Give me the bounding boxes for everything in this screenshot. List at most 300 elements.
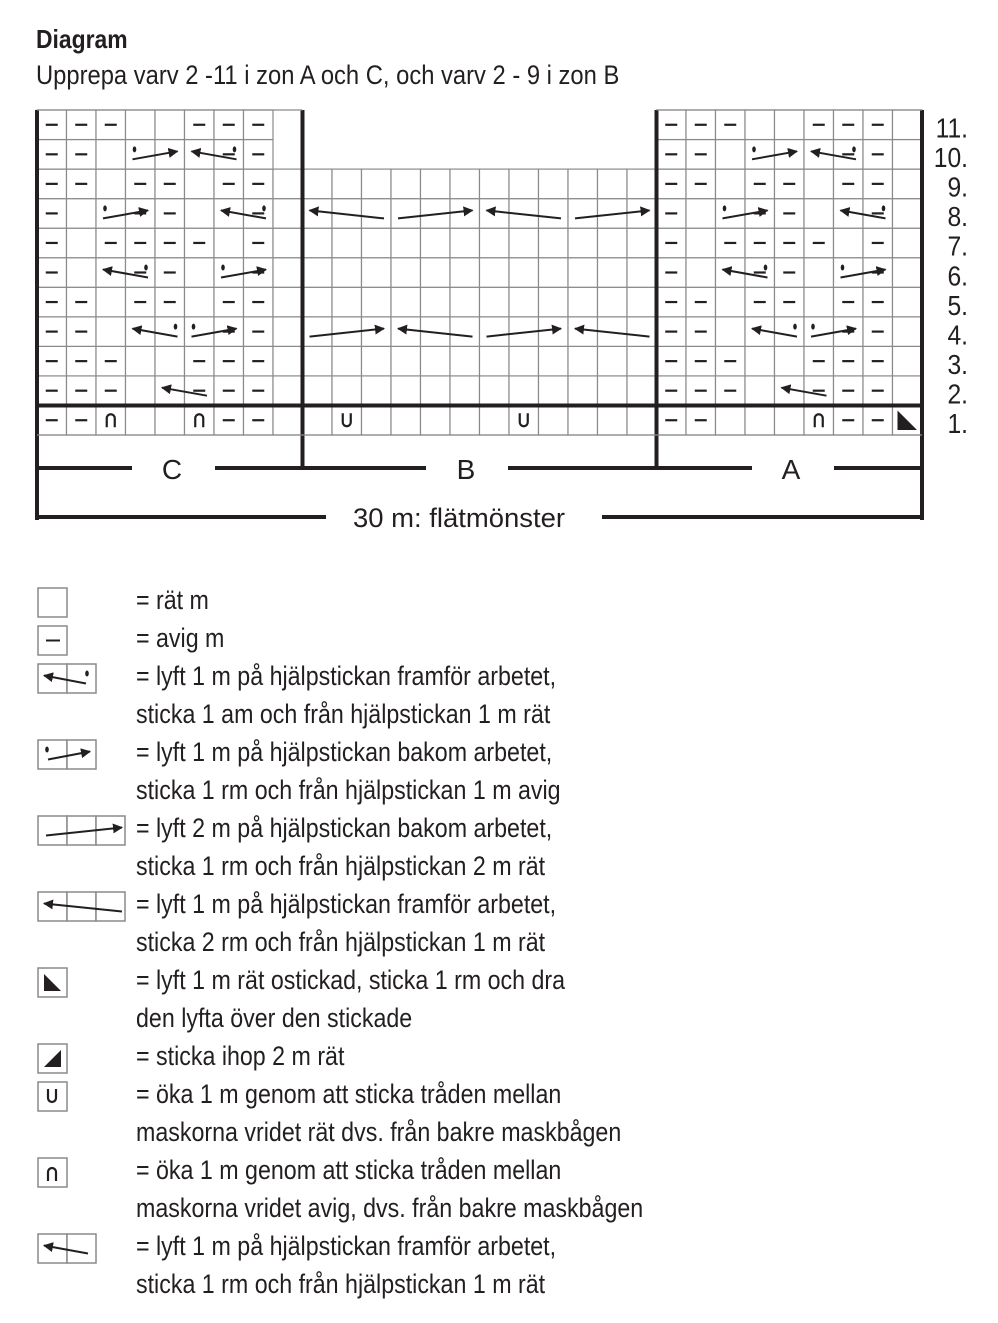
stitch-cell xyxy=(362,376,392,406)
stitch-cell xyxy=(391,228,421,258)
stitch-cell xyxy=(155,199,185,229)
stitch-cell xyxy=(863,228,893,258)
stitch-cell xyxy=(67,169,97,199)
stitch-cell xyxy=(273,287,303,317)
stitch-cell xyxy=(834,376,864,406)
cell-box xyxy=(155,110,185,140)
cell-box xyxy=(391,228,421,258)
cable-dot xyxy=(233,146,237,152)
cell-box xyxy=(421,258,451,288)
stitch-cell xyxy=(155,110,185,140)
cell-box xyxy=(804,405,834,435)
cell-box xyxy=(273,258,303,288)
stitch-cell xyxy=(37,110,67,140)
cell-box xyxy=(509,346,539,376)
cell-box xyxy=(273,317,303,347)
stitch-cell xyxy=(509,346,539,376)
stitch-cell xyxy=(421,287,451,317)
stitch-cell xyxy=(126,169,156,199)
stitch-cell xyxy=(480,317,510,347)
stitch-cell xyxy=(716,199,746,229)
cell-box xyxy=(273,376,303,406)
stitch-cell xyxy=(686,169,716,199)
cell-box xyxy=(96,287,126,317)
stitch-cell xyxy=(745,169,775,199)
cell-box xyxy=(155,317,185,347)
cell-box xyxy=(332,405,362,435)
stitch-cell xyxy=(509,228,539,258)
stitch-cell xyxy=(598,258,628,288)
stitch-cell xyxy=(568,346,598,376)
stitch-cell xyxy=(450,199,480,229)
cell-box xyxy=(539,258,569,288)
cell-box xyxy=(627,258,657,288)
cable-dot xyxy=(882,205,886,211)
stitch-cell xyxy=(509,258,539,288)
stitch-cell xyxy=(568,405,598,435)
cell-box xyxy=(67,228,97,258)
stitch-cell xyxy=(804,169,834,199)
cell-box xyxy=(834,228,864,258)
stitch-cell xyxy=(804,110,834,140)
cell-box xyxy=(421,228,451,258)
stitch-cell xyxy=(834,110,864,140)
stitch-cell xyxy=(67,405,97,435)
cable-dot xyxy=(133,146,137,152)
row-label: 11. xyxy=(935,112,968,144)
cell-box xyxy=(332,346,362,376)
legend-cell xyxy=(38,740,67,769)
cell-box xyxy=(568,258,598,288)
stitch-cell xyxy=(244,376,274,406)
cell-box xyxy=(627,287,657,317)
stitch-cell xyxy=(273,199,303,229)
legend-description xyxy=(136,1228,556,1303)
cell-box xyxy=(893,287,923,317)
cell-box xyxy=(273,199,303,229)
stitch-cell xyxy=(598,287,628,317)
cell-box xyxy=(716,405,746,435)
diagram-subtitle: Upprepa varv 2 -11 i zon A och C, och varv 2 - 9 i zon B xyxy=(36,60,620,90)
stitch-cell xyxy=(745,110,775,140)
stitch-cell xyxy=(539,376,569,406)
cell-box xyxy=(303,287,333,317)
cell-box xyxy=(126,110,156,140)
cell-box xyxy=(539,346,569,376)
cell-box xyxy=(185,258,215,288)
stitch-cell xyxy=(37,199,67,229)
row-label: 2. xyxy=(947,377,968,410)
legend-line: = öka 1 m genom att sticka tråden mellan xyxy=(136,1155,562,1185)
stitch-cell xyxy=(126,376,156,406)
cell-box xyxy=(67,258,97,288)
stitch-cell xyxy=(303,287,333,317)
zone-label: A xyxy=(781,454,801,485)
stitch-cell xyxy=(450,317,480,347)
stitch-cell xyxy=(214,110,244,140)
cell-box xyxy=(686,228,716,258)
stitch-cell xyxy=(745,228,775,258)
cell-box xyxy=(834,258,864,288)
cell-box xyxy=(775,346,805,376)
legend-description xyxy=(136,810,552,885)
cell-box xyxy=(509,405,539,435)
cell-box xyxy=(303,317,333,347)
cell-box xyxy=(421,169,451,199)
stitch-cell xyxy=(96,346,126,376)
cell-box xyxy=(214,228,244,258)
cell-box xyxy=(273,405,303,435)
stitch-cell xyxy=(126,287,156,317)
stitch-cell xyxy=(627,199,657,229)
stitch-cell xyxy=(657,287,687,317)
cell-box xyxy=(421,376,451,406)
cell-box xyxy=(539,287,569,317)
stitch-cell xyxy=(96,199,126,229)
stitch-cell xyxy=(509,376,539,406)
stitch-cell xyxy=(893,405,923,435)
stitch-cell xyxy=(657,169,687,199)
cell-box xyxy=(509,376,539,406)
stitch-cell xyxy=(67,376,97,406)
legend-cell xyxy=(38,588,67,617)
cell-box xyxy=(598,228,628,258)
stitch-cell xyxy=(627,169,657,199)
legend-description xyxy=(136,734,561,809)
stitch-cell xyxy=(686,317,716,347)
cell-box xyxy=(893,346,923,376)
stitch-cell xyxy=(214,405,244,435)
stitch-cell xyxy=(893,317,923,347)
stitch-cell xyxy=(362,405,392,435)
cell-box xyxy=(332,169,362,199)
stitch-cell xyxy=(893,287,923,317)
cell-box xyxy=(568,405,598,435)
stitch-cell xyxy=(332,287,362,317)
stitch-cell xyxy=(214,287,244,317)
stitch-cell xyxy=(37,317,67,347)
cell-box xyxy=(362,199,392,229)
stitch-cell xyxy=(303,258,333,288)
stitch-cell xyxy=(893,140,923,170)
stitch-cell xyxy=(273,258,303,288)
stitch-cell xyxy=(657,199,687,229)
cell-box xyxy=(185,169,215,199)
legend-line: = öka 1 m genom att sticka tråden mellan xyxy=(136,1079,562,1109)
stitch-cell xyxy=(804,199,834,229)
stitch-cell xyxy=(745,376,775,406)
k2tog-icon xyxy=(36,1042,69,1080)
stitch-cell xyxy=(863,140,893,170)
cell-box xyxy=(804,199,834,229)
cell-box xyxy=(539,169,569,199)
row-label: 8. xyxy=(947,200,968,233)
cell-box xyxy=(391,346,421,376)
cell-box xyxy=(303,169,333,199)
stitch-cell xyxy=(568,317,598,347)
stitch-cell xyxy=(893,346,923,376)
diagram-title: Diagram xyxy=(36,24,128,54)
row-label: 1. xyxy=(947,407,968,440)
stitch-cell xyxy=(332,258,362,288)
cable-dot xyxy=(811,324,815,330)
cell-box xyxy=(716,199,746,229)
stitch-cell xyxy=(185,199,215,229)
cell-box xyxy=(303,346,333,376)
legend-dot xyxy=(85,671,89,677)
stitch-cell xyxy=(804,228,834,258)
stitch-cell xyxy=(303,346,333,376)
stitch-cell xyxy=(332,169,362,199)
stitch-cell xyxy=(37,405,67,435)
cell-box xyxy=(450,346,480,376)
cell-box xyxy=(421,346,451,376)
stitch-cell xyxy=(598,228,628,258)
stitch-cell xyxy=(539,228,569,258)
cell-box xyxy=(450,169,480,199)
cell-box xyxy=(539,376,569,406)
stitch-cell xyxy=(37,287,67,317)
cell-box xyxy=(804,258,834,288)
stitch-cell xyxy=(480,376,510,406)
cell-box xyxy=(893,317,923,347)
cell-box xyxy=(509,287,539,317)
cell-box xyxy=(509,228,539,258)
stitch-cell xyxy=(155,405,185,435)
cell-box xyxy=(893,228,923,258)
stitch-cell xyxy=(391,317,421,347)
stitch-cell xyxy=(716,140,746,170)
cell-box xyxy=(627,376,657,406)
legend-cell xyxy=(38,1082,67,1111)
cell-box xyxy=(450,317,480,347)
stitch-cell xyxy=(716,287,746,317)
cell-box xyxy=(480,317,510,347)
stitch-cell xyxy=(244,199,274,229)
stitch-cell xyxy=(568,169,598,199)
stitch-cell xyxy=(863,287,893,317)
cell-box xyxy=(568,228,598,258)
stitch-cell xyxy=(273,346,303,376)
stitch-cell xyxy=(804,376,834,406)
stitch-cell xyxy=(303,317,333,347)
knitting-chart xyxy=(0,0,998,560)
cable-left-dot-icon xyxy=(36,662,98,700)
stitch-cell xyxy=(716,346,746,376)
cell-box xyxy=(893,110,923,140)
cell-box xyxy=(391,169,421,199)
stitch-cell xyxy=(598,376,628,406)
purl-icon xyxy=(36,624,69,662)
cable-right-dot-icon xyxy=(36,738,98,776)
stitch-cell xyxy=(804,258,834,288)
stitch-cell xyxy=(863,199,893,229)
stitch-cell xyxy=(775,317,805,347)
stitch-cell xyxy=(96,376,126,406)
legend-cell xyxy=(38,892,67,921)
stitch-cell xyxy=(804,405,834,435)
cell-box xyxy=(362,228,392,258)
cell-box xyxy=(893,258,923,288)
stitch-cell xyxy=(126,258,156,288)
stitch-cell xyxy=(273,317,303,347)
cell-box xyxy=(332,287,362,317)
cell-box xyxy=(480,287,510,317)
stitch-cell xyxy=(834,287,864,317)
stitch-cell xyxy=(568,287,598,317)
stitch-cell xyxy=(273,405,303,435)
stitch-cell xyxy=(391,346,421,376)
cell-box xyxy=(804,317,834,347)
stitch-cell xyxy=(273,376,303,406)
stitch-cell xyxy=(775,228,805,258)
row-label: 6. xyxy=(947,259,968,292)
cell-box xyxy=(568,169,598,199)
legend-cell xyxy=(67,1234,96,1263)
stitch-cell xyxy=(244,169,274,199)
stitch-count-label: 30 m: flätmönster xyxy=(353,503,566,533)
cell-box xyxy=(804,287,834,317)
cell-box xyxy=(303,376,333,406)
legend-line: = lyft 1 m på hjälpstickan bakom arbetet, xyxy=(136,737,553,767)
cell-box xyxy=(273,169,303,199)
knit-icon xyxy=(36,586,69,624)
stitch-cell xyxy=(804,346,834,376)
stitch-cell xyxy=(185,376,215,406)
stitch-cell xyxy=(834,228,864,258)
cell-box xyxy=(126,140,156,170)
cell-box xyxy=(627,169,657,199)
stitch-cell xyxy=(480,258,510,288)
legend-cell xyxy=(38,1158,67,1187)
stitch-cell xyxy=(37,228,67,258)
stitch-cell xyxy=(480,346,510,376)
legend-description xyxy=(136,620,224,658)
cell-box xyxy=(362,287,392,317)
cable-dot xyxy=(752,146,756,152)
stitch-cell xyxy=(332,376,362,406)
legend-line: = lyft 1 m på hjälpstickan framför arbetet, xyxy=(136,1231,557,1261)
stitch-cell xyxy=(657,140,687,170)
cell-box xyxy=(303,228,333,258)
cell-box xyxy=(126,376,156,406)
stitch-cell xyxy=(96,317,126,347)
stitch-cell xyxy=(893,199,923,229)
stitch-cell xyxy=(126,110,156,140)
stitch-cell xyxy=(214,169,244,199)
stitch-cell xyxy=(657,258,687,288)
stitch-cell xyxy=(67,199,97,229)
cell-box xyxy=(96,405,126,435)
cell-box xyxy=(480,228,510,258)
stitch-cell xyxy=(362,258,392,288)
legend-line: maskorna vridet avig, dvs. från bakre maskbågen xyxy=(136,1192,644,1223)
stitch-cell xyxy=(450,346,480,376)
stitch-cell xyxy=(450,228,480,258)
stitch-cell xyxy=(303,376,333,406)
cell-box xyxy=(332,376,362,406)
stitch-cell xyxy=(598,346,628,376)
cell-box xyxy=(421,405,451,435)
cell-box xyxy=(450,376,480,406)
stitch-cell xyxy=(126,405,156,435)
legend-line: sticka 2 rm och från hjälpstickan 1 m rät xyxy=(136,926,546,957)
stitch-cell xyxy=(834,346,864,376)
cell-box xyxy=(568,199,598,229)
stitch-cell xyxy=(421,405,451,435)
stitch-cell xyxy=(450,376,480,406)
legend-description xyxy=(136,886,556,961)
stitch-cell xyxy=(745,258,775,288)
stitch-cell xyxy=(67,287,97,317)
cell-box xyxy=(96,169,126,199)
cell-box xyxy=(391,376,421,406)
cell-box xyxy=(568,287,598,317)
stitch-cell xyxy=(893,110,923,140)
cell-box xyxy=(716,317,746,347)
cell-box xyxy=(893,199,923,229)
legend-description xyxy=(136,1038,344,1076)
cell-box xyxy=(568,376,598,406)
cell-box xyxy=(775,110,805,140)
stitch-cell xyxy=(37,169,67,199)
cable-dot xyxy=(841,265,845,271)
cell-box xyxy=(627,405,657,435)
stitch-cell xyxy=(598,405,628,435)
stitch-cell xyxy=(303,169,333,199)
stitch-cell xyxy=(126,346,156,376)
stitch-cell xyxy=(657,376,687,406)
cable2-left-icon xyxy=(36,1232,98,1270)
stitch-cell xyxy=(480,169,510,199)
stitch-cell xyxy=(67,258,97,288)
cell-box xyxy=(96,140,126,170)
stitch-cell xyxy=(775,258,805,288)
stitch-cell xyxy=(185,228,215,258)
cell-box xyxy=(539,317,569,347)
stitch-cell xyxy=(244,287,274,317)
stitch-cell xyxy=(185,110,215,140)
stitch-cell xyxy=(185,169,215,199)
cell-box xyxy=(745,140,775,170)
legend-cell xyxy=(67,664,96,693)
legend-line: = lyft 1 m på hjälpstickan framför arbetet, xyxy=(136,889,557,919)
stitch-cell xyxy=(391,199,421,229)
stitch-cell xyxy=(480,228,510,258)
stitch-cell xyxy=(686,228,716,258)
stitch-cell xyxy=(362,346,392,376)
stitch-cell xyxy=(155,346,185,376)
row-label: 4. xyxy=(947,318,968,351)
cell-box xyxy=(480,199,510,229)
stitch-cell xyxy=(568,199,598,229)
stitch-cell xyxy=(834,405,864,435)
cell-box xyxy=(745,376,775,406)
stitch-cell xyxy=(362,317,392,347)
stitch-cell xyxy=(185,258,215,288)
stitch-cell xyxy=(244,140,274,170)
cell-box xyxy=(539,199,569,229)
cell-box xyxy=(893,169,923,199)
stitch-cell xyxy=(332,228,362,258)
stitch-cell xyxy=(332,346,362,376)
stitch-cell xyxy=(67,110,97,140)
cable-dot xyxy=(723,205,727,211)
inc-knit-icon xyxy=(36,1080,69,1118)
cell-box xyxy=(185,405,215,435)
stitch-cell xyxy=(303,405,333,435)
cell-box xyxy=(627,199,657,229)
